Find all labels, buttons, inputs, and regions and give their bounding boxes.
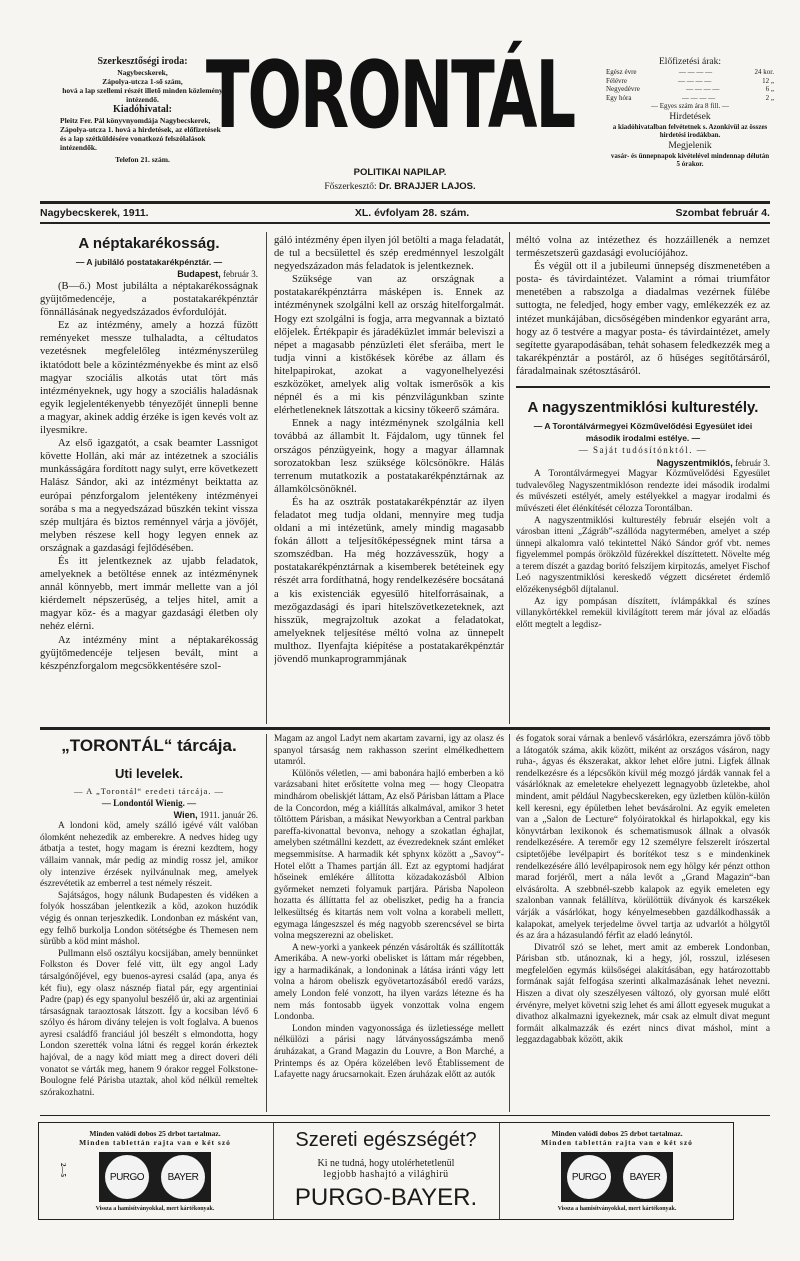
article2-title: A nagyszentmiklósi kulturestély.: [527, 399, 759, 417]
ad-footer: Vissza a hamisítványokkal, mert kártékonyak.: [95, 1206, 215, 1212]
dateline-rule: [40, 222, 770, 224]
column-divider: [266, 232, 267, 724]
masthead-subtitle: [260, 166, 540, 194]
ad-line: Ki ne tudná, hogy utolérhetetlenül: [317, 1158, 455, 1169]
ads-heading: Hirdetések: [669, 111, 711, 122]
ad-line: Minden tablettán rajta van e két szó: [79, 1138, 231, 1147]
paragraph: Ennek a nagy intézménynek szolgálnia kell továbbá az állambit lt. Fájdalom, ugy tünnek fel országos pénzügyeink, hogy a magyar államnak sorozatokban lesz szüksége kölcsönökre. Hálás terrenum mutatkozik a postatakarékpénztárnak az államkölcsönöknél.: [274, 418, 504, 495]
office-street: Zápolya-utcza 1-ső szám,: [102, 77, 183, 86]
footer-rule: [40, 1115, 770, 1116]
ad-left-panel: [39, 1123, 271, 1219]
column-divider: [266, 734, 267, 1112]
bayer-pill-icon: BAYER: [623, 1155, 667, 1199]
price-label: Negyedévre: [606, 85, 640, 93]
paragraph: A Torontálvármegyei Magyar Közművelődési Egyesület tudvalevőleg Nagyszentmiklóson rendezte idei második irodalmi és művészeti estélyét, amely estélyekkel a magyar irodalmi és művészeti élet élénkítését célozza Torontálban.: [516, 469, 770, 514]
feuilleton-column-3: [516, 734, 770, 1112]
article2-subtitle: — A Torontálvármegyei Közművelődési Egyesület idei második irodalmi estélye. —: [533, 421, 753, 444]
ads-note: a kiadóhivatalban felvétetnek s. Azonkívül az összes hirdetési irodákban.: [612, 122, 768, 139]
ad-line: Minden valódi dobos 25 drbot tartalmaz.: [89, 1129, 221, 1138]
feuilleton-column-2: [274, 734, 504, 1112]
paragraph: méltó volna az intézethez és hozzáillenék a nemzet természetszerü gazdasági evolucíójához.: [516, 235, 770, 260]
purgo-bayer-advertisement: [38, 1122, 734, 1220]
paragraph: Az igy pompásan díszített, ívlámpákkal és színes villanykörtékkel remekül kivilágított terem már jóval az előadás előtt megtelt a legdisz-: [516, 596, 770, 630]
price-row: [606, 94, 774, 103]
article-title: A néptakarékosság.: [78, 235, 220, 252]
paragraph: Sajátságos, hogy nálunk Budapesten és vidéken a folyók hosszában jelentkezik a köd, azokon huzódik végig és onnan terjeszkedik. Londonban ez másként van, egy felhő burkolja London sötétségbe és Themesen nem sürűbb a köd mint máshol.: [40, 890, 258, 948]
price-value: 24 kor.: [754, 68, 774, 76]
paragraph: gáló intézmény épen ilyen jól betölti a maga feladatát, de tul a becsülettel és szép eredménnyel leszolgált negyedszázadon más feladatok is jelentkeznek.: [274, 235, 504, 273]
feuilleton-subtitle-2: — Londontól Wienig. —: [101, 797, 197, 808]
masthead-title: TORONTÁL: [205, 42, 575, 151]
place: Nagyszentmiklós,: [656, 458, 733, 469]
pill-box-image: [561, 1152, 673, 1202]
paragraph: A londoni köd, amely szálló igévé vált valóban ólomként nehezedik az emberekre. A nedves hideg ugy átbatja a testet, hogy magam is érezni kezdtem, hogy vállaim vannak, már pedig az mindig rossz jel, amikor oly intenzive érzések nyilvánulnak meg, amelyek észrevétetik az emberrel a test némely részeit.: [40, 821, 258, 890]
price-dashes: — — — —: [681, 93, 716, 102]
appears-note: vasár- és ünnepnapok kivételével mindennap délután 5 órakor.: [610, 151, 770, 168]
feuilleton-heading: „TORONTÁL“ tárcája.: [61, 736, 237, 755]
paragraph: és fogatok sorai várnak a benlevő vásárlókra, ezerszámra jövő több a látogatók száma, akik között, miként az országos vásáron, nagy ruha-, ágyas és ékszerakat, akkor lehet előre jutni. Ligfek állnak rendelkezésre és a lépcsőkön kívül még mozgó járdák vannak fel a vásárlóknak az emeletekre ehelyezett legnagyobb üzletekbe, ahol mindent, amit például Nagybecskereken, egy üzletben külön-külön kell keresni, egy épületben lehet bevásárolni. Az egyik emeleten van a „Salon de Lecture“ folyóiratokkal és hirlapokkal, egy kis könyvtárban lexikonok és schematismusok állnak a olvasók rendelkezésére. A teremőr egy 12 személyre felszerelt írószertal csiptetőjébe levélpapirt és borítékot tesz s e mindenkinek rendelkezésére álló levélpapirosok nem egy hölgy kér pénzt otthon marad forjéről, mert a nála levőt a „Grand Magazin“-ban elvásárolta. A szebbnél-szebb kalapok az egyik emeleten egy szalonban vannak felállítva, körülöttük díványok és karszékek várják a vásárlókat, hogy kényelmesebben gazdálkodhassák a kalapokat, amelyek terjedelme övvel tartja az udvarlót a hölgytől és az ára a házasulandó férfit az eladó leánytól.: [516, 734, 770, 942]
ad-line: Minden valódi dobos 25 drbot tartalmaz.: [551, 1129, 683, 1138]
editor-name: Dr. BRAJJER LAJOS.: [379, 181, 476, 192]
paragraph: Az intézmény mint a néptakarékosság gyüjtőmedencéje teljesen bevált, mint a készpénzforgalom megcsökkentésére szol-: [40, 634, 258, 672]
paragraph: A new-yorki a yankeek pénzén vásárolták és szállították Amerikába. A new-yorki obelisket is láttam már régebben, igy a harmadikának, a londoninak a látása iránti vágy lett volna a három obeliszk egyövetartozásából eredő varázs, amely London felé vonzott, ha ilyen varázs létezne és ha nem más fontosabb ügyek vonzottak volna engem Londonba.: [274, 942, 504, 1023]
feuilleton-dateline: [40, 809, 258, 821]
publisher-note: Pleitz Fer. Pál könyvnyomdája Nagybecskerek, Zápolya-utcza 1. hová a hirdetések, az előfizetések és a lap szétküldésére vonatkozó felszólalások intézendők.: [60, 116, 221, 152]
article-column-1: [40, 234, 258, 722]
paragraph: Divatról szó se lehet, mert amit az emberek Londonban, Párisban stb. utánoznak, ki a hegy, jól, rosszul, izlésesen megfelelően egymás külsőségei alakításában, egy határozottabb formának saját felfogása szerinti alkalmazásának lehet nevezni. Hiszen a divat oly szeszélyesen változó, oly gyorsan mulé előtt érvényre, melyet követni szig lehet és ami állott egyesek mugukat a divathoz alkalmazni igyekeznek, már csak az elmult divat megunt formáit alkalmazzák és ezért nincs divat máshol, mint a leggazdagabbak között, akik: [516, 942, 770, 1046]
prices-heading: Előfizetési árak:: [659, 57, 721, 67]
feuilleton-subtitle: — A „Torontál“ eredeti tárcája. —: [74, 786, 224, 796]
subscription-info: [606, 56, 774, 169]
paragraph: És ha az osztrák postatakarékpénztár az ilyen feladatot meg tudja oldani, mennyire meg tudja oldani a mi intézetünk, amely mindig magasabb fokán állott a teljesítőképességnek mint társa a szomszédban. Ha még hozzávesszük, hogy a postatakarékpénztárnak a kisemberek betéteinek egy részét arra fordíthatná, hogy rendelkezésére bocsátaná a kis existenciák egyesülő hitelforrásainak, a mezőgazdasági és ipari hitelszövetkezeteknek, azt hisszük, megrajzoltuk azokat a feladatokat, amelyeknek teljesítése méltó volna az ünnepelt multhoz. Ilyenfajta kiépítése a postatakarékpénztár jövendő munkaprogrammjának: [274, 496, 504, 665]
price-row: [606, 68, 774, 77]
article-dateline: [40, 268, 258, 280]
date: február 3.: [223, 269, 258, 279]
section-rule: [40, 727, 770, 730]
price-label: Egy hóra: [606, 93, 632, 102]
price-label: Egész évre: [606, 68, 637, 76]
paragraph: London minden vagyonossága és üzletiessége mellett nélkülözi a párisi nagy látványosságszámba menő áruházakat, a Grand Magazin du Louvre, a Bon Marché, a Printemps és az Opéra közelében levő Établissement de Lafayette nagy árucsarnokait. Ezen áruházak előtt az autók: [274, 1023, 504, 1081]
ad-line: legjobb hashajtó a világhirü: [323, 1169, 449, 1180]
ad-divider: [273, 1123, 274, 1219]
phone: Telefon 21. szám.: [115, 155, 170, 164]
paragraph: Pullmann első osztályu kocsijában, amely bennünket Folkston és Dover felé vitt, ült egy angol Lady társalgónőjével, egy buenos-ayresi család (apa, anya és két fiu), egy olasz násznép fiatal pár, egy argentiniai Padre (pap) és egy spanyolul beszélő úr, aki az argentiniai társaságnak taraoztosak látszott. Így a kocsiban lévő 6 szólyo és három divány telejen is volt foglalva. A buenos ayresi családfő franciául jól beszélt s elmondotta, hogy London szerették volna látni és reggel korán érkeztek hajóval, de a nagy köd miatt meg a direct doveri déli vonatot se várták meg, hanem 9 órakor reggel Folkstone-Boulogne felé Párisba utaztak, ahol köd nélkül remeltek szórakozhatni.: [40, 948, 258, 1098]
editor-label: Főszerkesztő:: [324, 182, 377, 192]
paragraph: Az első igazgatót, a csak beamter Lassnigot követte Hollán, aki már az intézetnek a szociális munkásságára fordított nagy sulyt, erre következett Halász Sándor, aki az intézményt beiktatta az európai pénzforgalom jelentékeny intézményei sorába s ma a negyedszázad büszkén tekint vissza szép multjára és biztos reménnyel várja a jövőjét, melyben részese kell hogy legyen ennek az országnak a gazdasági fejlődésében.: [40, 438, 258, 554]
office-city: Nagybecskerek,: [117, 68, 168, 77]
price-row: [606, 85, 774, 94]
article-subtitle: — A jubiláló postatakarékpénztár. —: [75, 257, 223, 267]
price-dashes: — — — —: [677, 76, 712, 85]
date: 1911. január 26.: [199, 810, 258, 821]
ad-side-mark: 2—5: [59, 1163, 67, 1177]
paragraph: Magam az angol Ladyt nem akartam zavarni, igy az olasz és spanyol társaság nem rakhasson szerint elmélkedhettem utamról.: [274, 734, 504, 768]
column-divider: [509, 232, 510, 724]
paragraph: Ez az intézmény, amely a hozzá fűzött reményeket messze tulhaladta, a céltudatos vezetésnek megfelelőleg intézményszerüleg iktatódott bele a közintézményekbe és mint az első magyar szociális alkotás utat tört más intézményeknek, ugy hogy a szociális haladásnak egyik legjelentékenyebb tényezőjét ünnepli benne a magyar, akinek addig érzéke is igen kevés volt az ilyesmikre.: [40, 320, 258, 437]
paragraph: És itt jelentkeznek az ujabb feladatok, amelyeknek a betöltése ennek az intézménynek annál könnyebb, mert immár mellette van a jól kiérdemelt népszerüség, a teljes hitel, amit a magyar köz- és a magyar gazdasági életben oly nehéz elérni.: [40, 555, 258, 633]
pill-box-image: [99, 1152, 211, 1202]
header-rule: [40, 201, 770, 204]
feuilleton-column-1: [40, 734, 258, 1112]
paragraph: A nagyszentmiklósi kulturestély február elsején volt a városban itteni „Zágráb”-szállóda nagytermében, amelyet a szép ünnepi alkalomra való tekintettel Nákó Sándor gróf vbt. nemes figyelemmel pompás örökzöld füzérekkel díszíttetett. Növelte még a terem díszét a gazdag borító felszíjem kirpitozás, amelyet Fischof Leó nagyszentmiklósi kereskedő végzett dicséretet érdemlő előzékenységből díjtalanul.: [516, 515, 770, 596]
office-heading: Szerkesztőségi iroda:: [97, 56, 188, 67]
editor-line: [260, 180, 540, 194]
article-column-2: [274, 234, 504, 722]
place: Wien,: [173, 810, 198, 821]
ad-footer: Vissza a hamisítványokkal, mert kártékonyak.: [557, 1206, 677, 1212]
appears-heading: Megjelenik: [668, 140, 712, 151]
price-label: Félévre: [606, 76, 627, 85]
article2-byline: — Saját tudósítónktól. —: [578, 445, 708, 456]
date: február 3.: [735, 458, 770, 469]
purgo-pill-icon: PURGO: [105, 1155, 149, 1199]
dateline: [40, 207, 770, 219]
column-divider: [509, 734, 510, 1112]
issue-date: Szombat február 4.: [675, 207, 770, 219]
paragraph: (B—ő.) Most jubilálta a néptakarékosságnak gyüjtőmedencéje, a postatakarékpénztár fönnállásának negyedszázados évfordulóját.: [40, 281, 258, 319]
price-row: [606, 77, 774, 86]
place: Budapest,: [177, 269, 221, 279]
price-value: 2 „: [765, 93, 774, 102]
article2-dateline: [516, 457, 770, 469]
feuilleton-title: Uti levelek.: [115, 766, 183, 781]
volume-number: XL. évfolyam 28. szám.: [354, 207, 470, 219]
paper-type: POLITIKAI NAPILAP.: [353, 167, 447, 178]
article-separator: [516, 386, 770, 388]
ad-center-panel: [275, 1123, 497, 1219]
article-column-3: [516, 234, 770, 722]
purgo-pill-icon: PURGO: [567, 1155, 611, 1199]
paragraph: Különös véletlen, — ami babonára hajló emberben a kö varázsabani hitet erősítette volna meg — hogy Cleopatra mindhárom obeliskjét láttam, Az első Párisban láttam a Place de la Concordon, még a kiállítás alkalmával, amikor 3 hetet töltöttem Párisban, a másikat Newyorkban a Central parkban pareffa-kivonattal bevonva, nehogy a szokatlan éghajlat, amelyben szétmállni kezdett, az évezredeknek szánt emléket megsemmisítse. A harmadik két sphynx között a „Savoy“-Hotel előtt a Thames partján áll. Ezt az egyptomi hadjárat hőseinek emlékére állította közadakozásból Albion győrmeket nemzeti folyamuk partjára. Párisba Napoleon hozatta és állíttatta fel az obeliszket, pedig ha a francia lelkesültség és kitartás nem volt volna a korabeli mellett, egymaga lángeszszel és még nagyobb szerencsével se birta volna megszerezni az obelisket.: [274, 768, 504, 942]
price-value: 6 „: [765, 85, 774, 93]
office-note: hová a lap szellemi részét illető minden közlemény intézendő.: [62, 86, 223, 104]
paragraph: Szüksége van az országnak a postatakarékpénztárra másképen is. Ennek az intézménynek szolgálni kell az ország hitelforgalmát. Hogy ezt szolgálni is fogja, arra megvannak a biztató előjelek. Értékpapir és járadéküzlet immár beleviszi a népet a magasabb pénzüzleti élet sferáiba, mert le tudja vinni a kistőkések körébe az állam és hitelpapirokat, azokat a vagyonelhelyezési eszközöket, amelyek alig voltak ismerősök a kis népnél és a mi kis pénzvilágunkban szinte elérhetleneknek látszottak a kicsiny tőkeerő számára.: [274, 274, 504, 417]
single-copy-price: — Egyes szám ára 8 fill. —: [651, 102, 729, 110]
paragraph: És végül ott il a jubileumi ünnepség díszmenetében a posta- és távirdaintézet. Valamint a római triumfátor menetében a rabszolga a diadalmas vezérnek fülébe suttogta, ne feledjed, hogy ember vagy, emlékezzék ez az intézet munkájában, dicsőségében mindenkor egyaránt arra, hogy az ő testvére a magyar posta- és távirdaintézet, amely segítette gyarapodásában, tehát sohasem feledkezzék meg a takarékpénztár a postáról, az ő hűséges segítőtársáról, fáradalmainak szétosztásáról.: [516, 261, 770, 377]
ad-brand: PURGO-BAYER.: [294, 1184, 478, 1211]
ad-divider: [499, 1123, 500, 1219]
ad-headline: Szereti egészségét?: [295, 1129, 477, 1151]
place-year: Nagybecskerek, 1911.: [40, 207, 149, 219]
bayer-pill-icon: BAYER: [161, 1155, 205, 1199]
ad-line: Minden tablettán rajta van e két szó: [541, 1138, 693, 1147]
price-value: 12 „: [762, 76, 774, 85]
price-list: [606, 68, 774, 102]
price-dashes: — — — —: [678, 68, 713, 76]
publisher-heading: Kiadóhivatal:: [113, 104, 172, 115]
price-dashes: — — — —: [686, 85, 720, 93]
ad-right-panel: [501, 1123, 733, 1219]
